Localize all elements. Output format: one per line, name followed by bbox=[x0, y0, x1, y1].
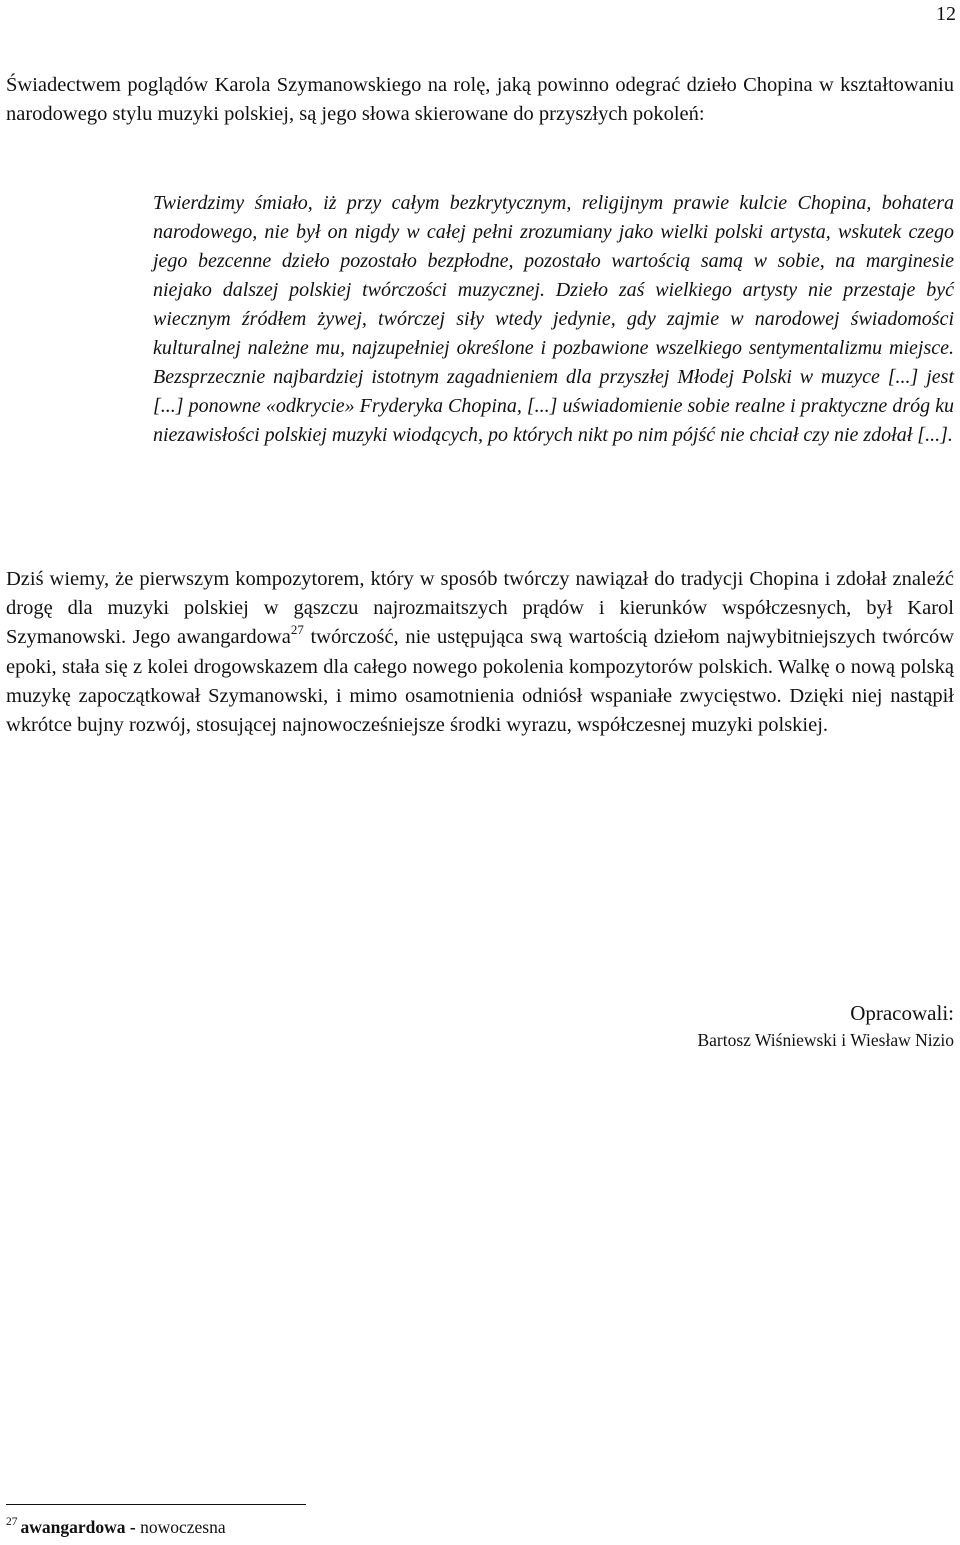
footnote-number: 27 bbox=[6, 1516, 18, 1528]
intro-paragraph: Świadectwem poglądów Karola Szymanowskiego na rolę, jaką powinno odegrać dzieło Chopina w kształtowaniu narodowego stylu muzyki polskiej, są jego słowa skierowane do przyszłych pokoleń: bbox=[6, 74, 954, 125]
szymanowski-quote: Twierdzimy śmiało, iż przy całym bezkrytycznym, religijnym prawie kulcie Chopina, bohatera narodowego, nie był on nigdy w całej pełni zrozumiany jako wielki polski artysta, wskutek czego jego bezcenne dzieło pozostało bezpłodne, pozostało wartością samą w sobie, na marginesie niejako dalszej polskiej twórczości muzycznej. Dzieło zaś wielkiego artysty nie przestaje być wiecznym źródłem żywej, twórczej siły wtedy jedynie, gdy zajmie w narodowej świadomości kulturalnej należne mu, najzupełniej określone i pozbawione wszelkiego sentymentalizmu miejsce. Bezsprzecznie najbardziej istotnym zagadnieniem dla przyszłej Młodej Polski w muzyce [...] jest [...] ponowne «odkrycie» Fryderyka Chopina, [...] uświadomienie sobie realne i praktyczne dróg ku niezawisłości polskiej muzyki wiodących, po których nikt po nim pójść nie chciał czy nie zdołał [...]. bbox=[153, 192, 954, 446]
footnote-reference: 27 bbox=[290, 622, 304, 638]
footnote-separator-line bbox=[6, 1504, 306, 1505]
page-number: 12 bbox=[936, 3, 956, 25]
signature-label: Opracowali: bbox=[850, 1001, 954, 1025]
footnote-separator: - bbox=[125, 1517, 141, 1537]
body-text-after-footnote: twórczość, nie ustępująca swą wartością dziełom najwybitniejszych twórców epoki, stała się z kolei drogowskazem dla całego nowego pokolenia kompozytorów polskich. Walkę o nową polską muzykę zapoczątkował Szymanowski, i mimo osamotnienia odniósł wspaniałe zwycięstwo. Dzięki niej nastąpił wkrótce bujny rozwój, stosującej najnowocześniejsze środki wyrazu, współczesnej muzyki polskiej. bbox=[6, 626, 954, 737]
body-text-before-footnote: Dziś wiemy, że pierwszym kompozytorem, który w sposób twórczy nawiązał do tradycji Chopina i zdołał znaleźć drogę dla muzyki polskiej w gąszczu najrozmaitszych prądów i kierunków współczesnych, był Karol Szymanowski. Jego awangardowa bbox=[6, 568, 954, 649]
footnote-definition: nowoczesna bbox=[140, 1517, 226, 1537]
footnote-term: awangardowa bbox=[20, 1517, 126, 1537]
body-paragraph bbox=[6, 565, 954, 740]
signature-names: Bartosz Wiśniewski i Wiesław Nizio bbox=[697, 1030, 954, 1050]
footnote bbox=[6, 1515, 226, 1539]
